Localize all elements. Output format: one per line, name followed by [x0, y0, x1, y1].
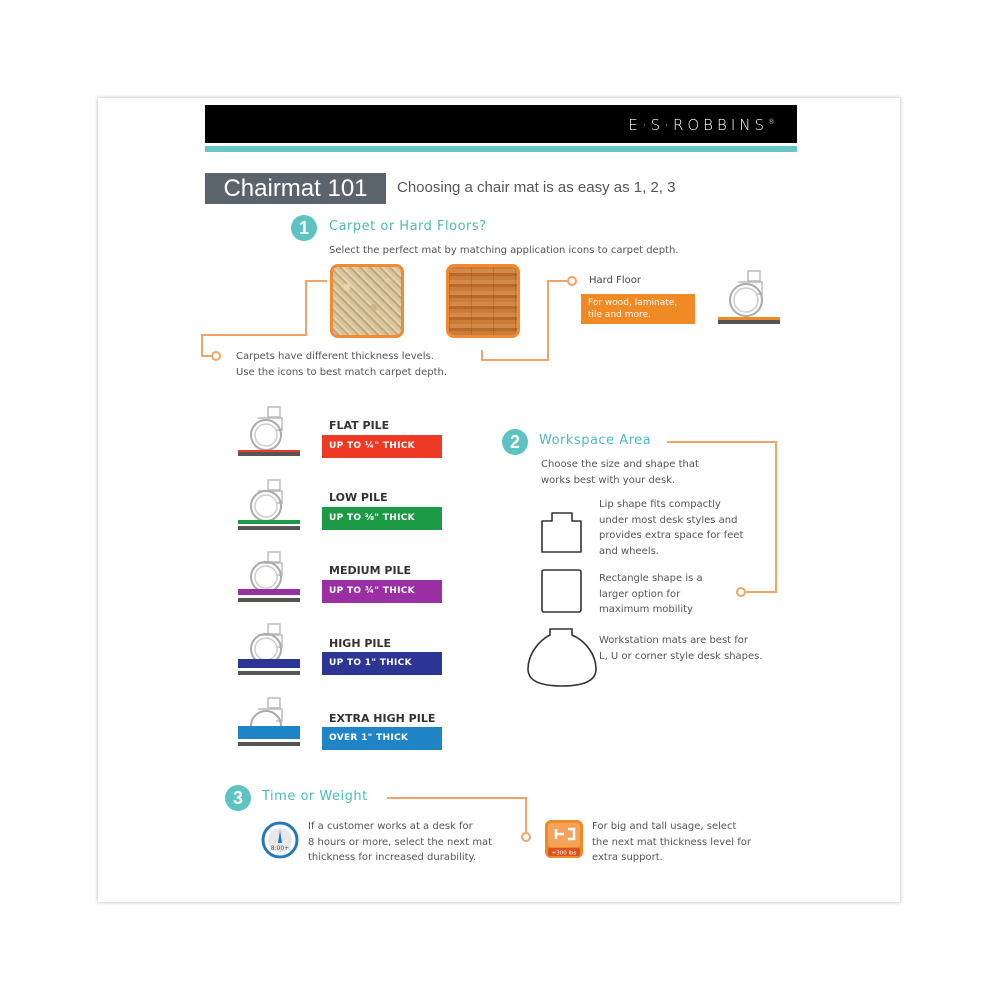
- flat-pile-wheel-icon: [238, 405, 302, 459]
- description-line: 8 hours or more, select the next mat: [308, 836, 493, 848]
- clock-label: 8:00+: [270, 845, 290, 852]
- hard-floor-callout: [581, 294, 695, 324]
- pile-thickness-bar: OVER 1" THICK: [322, 727, 442, 750]
- description-line: under most desk styles and: [599, 514, 738, 526]
- hard-floor-callout-line-2: tile and more.: [588, 310, 651, 320]
- pile-name: LOW PILE: [329, 491, 388, 504]
- connector-dot: [521, 832, 531, 842]
- section-2-heading: Workspace Area: [539, 433, 652, 448]
- description-line: extra support.: [592, 852, 663, 863]
- lip-shape-icon: [540, 511, 584, 555]
- description-line: maximum mobility: [599, 604, 693, 615]
- time-description: [308, 819, 492, 866]
- connector-line: [667, 441, 776, 443]
- pile-name: HIGH PILE: [329, 637, 392, 650]
- carpet-note-line-1: Carpets have different thickness levels.: [236, 351, 434, 362]
- connector-line: [387, 797, 526, 799]
- description-line: Workstation mats are best for: [599, 635, 749, 646]
- section-3-heading: Time or Weight: [262, 789, 368, 804]
- brand-header-bar: [205, 105, 797, 143]
- workstation-shape-description: [599, 633, 763, 664]
- description-line: L, U or corner style desk shapes.: [599, 650, 763, 662]
- connector-line: [201, 334, 203, 356]
- description-line: For big and tall usage, select: [592, 821, 737, 832]
- connector-dot: [567, 276, 577, 286]
- section-2-intro-line-2: works best with your desk.: [541, 474, 676, 486]
- workstation-shape-icon: [526, 627, 598, 689]
- connector-line: [547, 280, 567, 282]
- registered-mark: ®: [768, 118, 775, 126]
- connector-dot: [736, 587, 746, 597]
- pile-thickness-bar: UP TO ¼" THICK: [322, 435, 442, 458]
- connector-line: [525, 797, 527, 832]
- weight-description: [592, 819, 751, 866]
- weight-label: +300 lbs: [551, 850, 577, 857]
- step-2-badge: 2: [502, 429, 528, 455]
- connector-line: [481, 350, 483, 361]
- connector-line: [746, 591, 777, 593]
- connector-line: [481, 359, 549, 361]
- pile-thickness-bar: UP TO ¾" THICK: [322, 580, 442, 603]
- pile-name: MEDIUM PILE: [329, 564, 412, 577]
- description-line: thickness for increased durability.: [308, 852, 477, 863]
- hard-floor-label: Hard Floor: [589, 275, 641, 286]
- section-1-intro: Select the perfect mat by matching application icons to carpet depth.: [329, 245, 679, 256]
- clock-time-icon: [261, 821, 299, 859]
- lip-shape-description: [599, 497, 743, 559]
- description-line: If a customer works at a desk for: [308, 821, 473, 832]
- section-2-intro: [541, 457, 699, 488]
- description-line: and wheels.: [599, 545, 659, 557]
- hard-floor-wheel-icon: [718, 268, 782, 326]
- medium-pile-wheel-icon: [238, 550, 302, 606]
- pile-thickness-bar: UP TO 1" THICK: [322, 652, 442, 675]
- description-line: provides extra space for feet: [599, 530, 744, 541]
- carpet-note-line-2: Use the icons to best match carpet depth.: [236, 366, 448, 378]
- description-line: Rectangle shape is a: [599, 573, 703, 584]
- low-pile-wheel-icon: [238, 478, 302, 532]
- pile-name: FLAT PILE: [329, 419, 390, 432]
- hard-floor-callout-line-1: For wood, laminate,: [588, 298, 678, 308]
- connector-line: [775, 441, 777, 593]
- hardwood-swatch-image: [446, 264, 520, 338]
- connector-line: [201, 334, 307, 336]
- page-subtitle: Choosing a chair mat is as easy as 1, 2, 3: [397, 179, 676, 196]
- connector-line: [305, 280, 307, 336]
- brand-name: E·S·ROBBINS: [628, 116, 768, 134]
- pile-thickness-bar: UP TO ⅜" THICK: [322, 507, 442, 530]
- connector-line: [201, 355, 211, 357]
- extra-high-pile-wheel-icon: [238, 696, 302, 754]
- connector-dot: [211, 351, 221, 361]
- page-card: [98, 98, 900, 902]
- section-2-intro-line-1: Choose the size and shape that: [541, 459, 699, 470]
- section-1-heading: Carpet or Hard Floors?: [329, 219, 487, 234]
- connector-line: [547, 280, 549, 361]
- carpet-swatch-image: [330, 264, 404, 338]
- teal-divider: [205, 146, 797, 152]
- high-pile-wheel-icon: [238, 622, 302, 680]
- weight-scale-icon: [544, 819, 584, 859]
- connector-line: [305, 280, 327, 282]
- rectangle-shape-icon: [540, 568, 584, 614]
- carpet-note: [236, 349, 447, 380]
- rectangle-shape-description: [599, 571, 703, 618]
- description-line: larger option for: [599, 588, 681, 600]
- pile-name: EXTRA HIGH PILE: [329, 712, 436, 725]
- page-title: Chairmat 101: [205, 173, 386, 204]
- step-1-badge: 1: [291, 215, 317, 241]
- brand-logo: [628, 116, 775, 134]
- description-line: the next mat thickness level for: [592, 836, 752, 848]
- step-3-badge: 3: [225, 785, 251, 811]
- description-line: Lip shape fits compactly: [599, 499, 721, 510]
